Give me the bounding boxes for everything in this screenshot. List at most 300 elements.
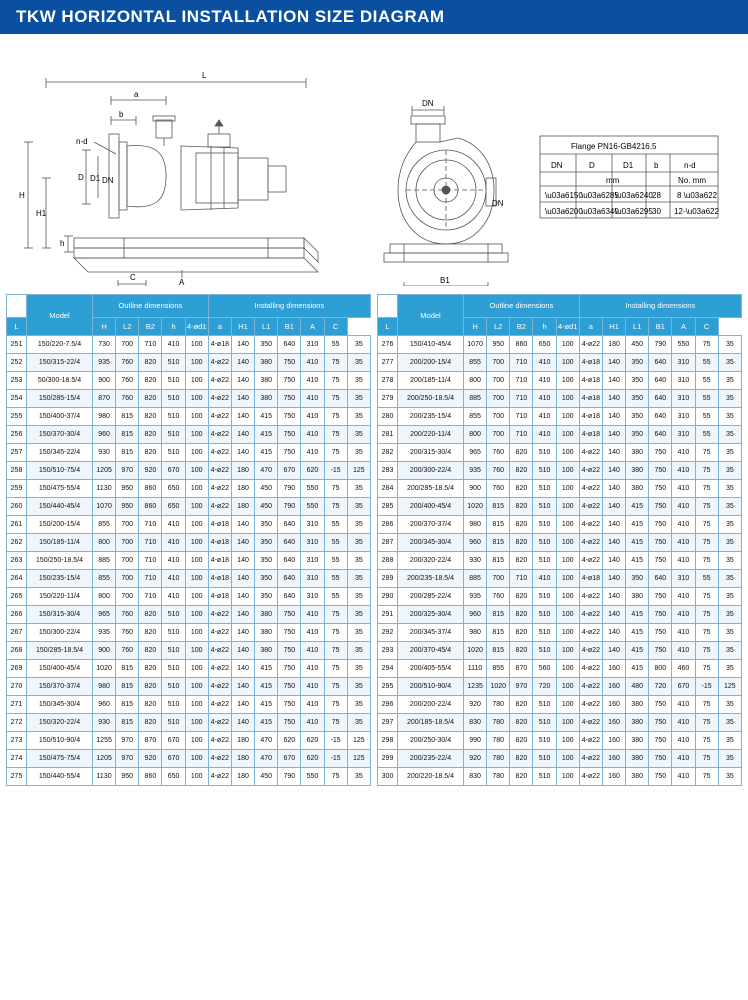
cell-l2: 820: [139, 696, 162, 714]
svg-text:B1: B1: [440, 276, 450, 285]
cell-c: 35: [347, 768, 370, 786]
cell-l: 900: [93, 372, 116, 390]
row-index: 261: [7, 516, 27, 534]
table-row: [378, 498, 742, 516]
cell-h: 100: [185, 534, 208, 552]
cell-4--d1: 4-ø22: [579, 498, 602, 516]
cell-model: 150/400-37/4: [27, 408, 93, 426]
cell-b2: 510: [162, 606, 185, 624]
cell-a: 140: [602, 372, 625, 390]
cell-l1: 750: [649, 642, 672, 660]
table-row: [7, 462, 371, 480]
cell-h: 100: [556, 696, 579, 714]
cell-4--d1: 4-ø22: [579, 444, 602, 462]
cell-l: 930: [464, 552, 487, 570]
cell-b2: 650: [162, 768, 185, 786]
cell-h: 780: [487, 732, 510, 750]
cell-c: 35: [718, 408, 741, 426]
cell-h: 815: [487, 498, 510, 516]
cell-h: 100: [556, 552, 579, 570]
col-outline-group: Outline dimensions: [464, 295, 580, 318]
cell-model: 150/185-11/4: [27, 534, 93, 552]
cell-l1: 640: [278, 534, 301, 552]
cell-b2: 510: [533, 768, 556, 786]
cell-a: -15: [324, 750, 347, 768]
svg-text:A: A: [179, 278, 185, 286]
cell-l1: 750: [278, 606, 301, 624]
cell-l2: 820: [139, 624, 162, 642]
row-index: 252: [7, 354, 27, 372]
row-index: 275: [7, 768, 27, 786]
cell-4--d1: 4-ø18: [208, 570, 231, 588]
cell-b1: 410: [672, 498, 695, 516]
cell-l2: 820: [510, 444, 533, 462]
cell-h: 815: [487, 624, 510, 642]
cell-h: 780: [487, 768, 510, 786]
cell-l: 965: [464, 444, 487, 462]
cell-a: 75: [324, 444, 347, 462]
cell-l: 960: [464, 606, 487, 624]
cell-l1: 620: [278, 732, 301, 750]
cell-h: 950: [116, 498, 139, 516]
cell-h: 100: [185, 606, 208, 624]
cell-l2: 820: [510, 606, 533, 624]
table-row: [378, 660, 742, 678]
table-row: [7, 714, 371, 732]
row-index: 288: [378, 552, 398, 570]
cell-b1: 460: [672, 660, 695, 678]
cell-a: 55: [695, 408, 718, 426]
cell-c: 35: [718, 696, 741, 714]
col-outline-group: Outline dimensions: [93, 295, 209, 318]
cell-h1: 415: [626, 552, 649, 570]
cell-b2: 410: [162, 570, 185, 588]
cell-l1: 750: [278, 408, 301, 426]
cell-h: 815: [487, 516, 510, 534]
cell-l1: 640: [649, 408, 672, 426]
cell-l1: 750: [649, 498, 672, 516]
cell-b1: 310: [301, 588, 324, 606]
table-row: [378, 516, 742, 534]
cell-b2: 510: [162, 678, 185, 696]
col-installing-group: Installing dimensions: [208, 295, 370, 318]
cell-l2: 820: [510, 750, 533, 768]
cell-h: 815: [487, 534, 510, 552]
cell-l: 980: [464, 516, 487, 534]
row-index: 297: [378, 714, 398, 732]
table-row: [7, 534, 371, 552]
cell-b2: 510: [162, 390, 185, 408]
cell-c: 35: [718, 642, 741, 660]
col-h: h: [162, 318, 185, 336]
cell-l1: 670: [278, 462, 301, 480]
cell-l: 960: [93, 696, 116, 714]
cell-b2: 410: [162, 552, 185, 570]
cell-h1: 380: [255, 354, 278, 372]
table-row: [7, 696, 371, 714]
cell-a: 55: [324, 588, 347, 606]
cell-a: 140: [231, 696, 254, 714]
cell-h: 950: [487, 336, 510, 354]
cell-a: 140: [231, 660, 254, 678]
cell-c: 35: [718, 498, 741, 516]
cell-h: 815: [116, 714, 139, 732]
cell-l2: 820: [510, 498, 533, 516]
cell-h: 700: [487, 390, 510, 408]
cell-model: 200/345-37/4: [398, 624, 464, 642]
cell-l: 920: [464, 696, 487, 714]
cell-l2: 710: [139, 552, 162, 570]
cell-b2: 410: [162, 336, 185, 354]
cell-l2: 820: [139, 372, 162, 390]
cell-h: 815: [116, 678, 139, 696]
cell-h1: 380: [626, 714, 649, 732]
cell-b1: 310: [672, 372, 695, 390]
cell-b1: 410: [672, 750, 695, 768]
cell-model: 150/510-75/4: [27, 462, 93, 480]
cell-b1: 410: [672, 588, 695, 606]
cell-4--d1: 4-ø22: [579, 642, 602, 660]
cell-4--d1: 4-ø22: [208, 480, 231, 498]
cell-b2: 560: [533, 660, 556, 678]
row-index: 298: [378, 732, 398, 750]
cell-h: 815: [116, 696, 139, 714]
cell-a: 160: [602, 714, 625, 732]
cell-l1: 750: [649, 444, 672, 462]
cell-l: 980: [93, 678, 116, 696]
svg-text:D: D: [589, 161, 595, 170]
cell-b1: 410: [301, 660, 324, 678]
cell-h1: 380: [626, 480, 649, 498]
cell-b1: 550: [301, 768, 324, 786]
col-a: a: [579, 318, 602, 336]
cell-l1: 750: [649, 552, 672, 570]
cell-l2: 710: [510, 372, 533, 390]
cell-b1: 550: [672, 336, 695, 354]
cell-c: 35: [347, 390, 370, 408]
col-model: Model: [27, 295, 93, 336]
cell-a: 140: [231, 534, 254, 552]
cell-l2: 920: [139, 462, 162, 480]
cell-l2: 820: [139, 714, 162, 732]
table-row: [378, 750, 742, 768]
cell-c: 35: [718, 732, 741, 750]
cell-b2: 510: [162, 624, 185, 642]
table-row: [378, 336, 742, 354]
cell-l2: 820: [510, 552, 533, 570]
cell-h1: 380: [626, 750, 649, 768]
cell-a: 140: [231, 408, 254, 426]
row-index: 286: [378, 516, 398, 534]
spec-table-left: [6, 294, 371, 786]
svg-text:b: b: [654, 161, 659, 170]
cell-b1: 410: [301, 426, 324, 444]
cell-a: 75: [695, 624, 718, 642]
cell-h: 100: [556, 588, 579, 606]
row-index: 265: [7, 588, 27, 606]
cell-b1: 410: [301, 444, 324, 462]
cell-b2: 670: [162, 750, 185, 768]
table-row: [378, 372, 742, 390]
cell-l1: 800: [649, 660, 672, 678]
cell-b1: 410: [672, 480, 695, 498]
cell-model: 150/440-45/4: [27, 498, 93, 516]
col-a: a: [208, 318, 231, 336]
table-row: [378, 480, 742, 498]
cell-a: 160: [602, 750, 625, 768]
cell-l1: 750: [649, 606, 672, 624]
cell-model: 200/250-18.5/4: [398, 390, 464, 408]
cell-b1: 310: [301, 570, 324, 588]
cell-b2: 510: [533, 624, 556, 642]
cell-c: 35: [718, 660, 741, 678]
cell-h1: 350: [626, 408, 649, 426]
cell-b1: 620: [301, 750, 324, 768]
cell-model: 200/320-22/4: [398, 552, 464, 570]
col-b1: B1: [649, 318, 672, 336]
row-index: 253: [7, 372, 27, 390]
cell-l2: 820: [139, 444, 162, 462]
col-l: L: [378, 318, 398, 336]
cell-4--d1: 4-ø22: [579, 552, 602, 570]
cell-l1: 750: [278, 426, 301, 444]
row-index-header: [378, 295, 398, 318]
cell-h: 100: [185, 732, 208, 750]
cell-h1: 415: [255, 408, 278, 426]
cell-h1: 380: [626, 462, 649, 480]
cell-l: 920: [464, 750, 487, 768]
col-b2: B2: [510, 318, 533, 336]
cell-b1: 410: [672, 606, 695, 624]
row-index: 296: [378, 696, 398, 714]
cell-b2: 510: [533, 498, 556, 516]
cell-c: 35: [718, 606, 741, 624]
row-index: 271: [7, 696, 27, 714]
cell-l2: 870: [139, 732, 162, 750]
cell-l1: 750: [649, 624, 672, 642]
table-row: [7, 480, 371, 498]
spec-table-right: [377, 294, 742, 786]
cell-b1: 310: [672, 354, 695, 372]
cell-h1: 415: [255, 444, 278, 462]
cell-a: 140: [231, 606, 254, 624]
svg-text:\u03a6150: \u03a6150: [545, 191, 583, 200]
cell-l: 800: [464, 372, 487, 390]
cell-h1: 415: [255, 426, 278, 444]
table-row: [7, 426, 371, 444]
cell-h1: 415: [255, 678, 278, 696]
cell-l1: 640: [278, 336, 301, 354]
cell-h1: 350: [255, 336, 278, 354]
cell-b2: 510: [162, 372, 185, 390]
cell-h1: 480: [626, 678, 649, 696]
cell-h: 760: [487, 480, 510, 498]
cell-h: 100: [185, 768, 208, 786]
cell-b1: 410: [672, 732, 695, 750]
cell-c: 125: [718, 678, 741, 696]
row-index: 259: [7, 480, 27, 498]
row-index: 299: [378, 750, 398, 768]
cell-l1: 750: [649, 588, 672, 606]
cell-h1: 380: [255, 390, 278, 408]
cell-h1: 470: [255, 732, 278, 750]
row-index: 273: [7, 732, 27, 750]
row-index: 280: [378, 408, 398, 426]
cell-b1: 410: [672, 444, 695, 462]
cell-a: 75: [695, 588, 718, 606]
cell-l: 930: [93, 714, 116, 732]
table-row: [7, 570, 371, 588]
cell-b2: 410: [162, 534, 185, 552]
cell-a: 140: [602, 642, 625, 660]
cell-a: 55: [695, 354, 718, 372]
cell-a: 140: [231, 444, 254, 462]
cell-l: 800: [464, 426, 487, 444]
row-index: 254: [7, 390, 27, 408]
col-b2: B2: [139, 318, 162, 336]
row-index: 291: [378, 606, 398, 624]
table-row: [378, 534, 742, 552]
cell-h: 100: [556, 534, 579, 552]
cell-h1: 415: [255, 660, 278, 678]
cell-b2: 670: [162, 732, 185, 750]
cell-b1: 410: [672, 552, 695, 570]
cell-4--d1: 4-ø22: [579, 336, 602, 354]
cell-l1: 640: [649, 426, 672, 444]
svg-text:DN: DN: [102, 176, 114, 185]
cell-a: 75: [324, 390, 347, 408]
row-index: 251: [7, 336, 27, 354]
cell-4--d1: 4-ø18: [208, 534, 231, 552]
cell-model: 200/285-22/4: [398, 588, 464, 606]
cell-h: 100: [185, 516, 208, 534]
cell-h: 100: [556, 444, 579, 462]
cell-a: 75: [324, 372, 347, 390]
cell-4--d1: 4-ø22: [208, 642, 231, 660]
spec-tables: [0, 288, 748, 786]
cell-model: 200/405-55/4: [398, 660, 464, 678]
cell-l2: 820: [510, 768, 533, 786]
cell-l1: 640: [278, 516, 301, 534]
cell-h1: 415: [255, 714, 278, 732]
cell-b1: 410: [301, 354, 324, 372]
cell-c: 35: [718, 390, 741, 408]
cell-l2: 710: [510, 390, 533, 408]
table-row: [7, 750, 371, 768]
cell-b2: 510: [533, 606, 556, 624]
cell-model: 150/250-18.5/4: [27, 552, 93, 570]
svg-text:H: H: [19, 191, 25, 200]
cell-l: 960: [464, 534, 487, 552]
cell-model: 150/475-75/4: [27, 750, 93, 768]
cell-model: 200/220-11/4: [398, 426, 464, 444]
cell-l1: 750: [649, 462, 672, 480]
spec-table-left-body: [7, 336, 371, 786]
table-row: [7, 516, 371, 534]
cell-b1: 410: [672, 696, 695, 714]
cell-l2: 710: [510, 354, 533, 372]
cell-l2: 820: [139, 660, 162, 678]
cell-model: 200/345-30/4: [398, 534, 464, 552]
cell-a: 55: [695, 426, 718, 444]
col-4--d1: 4-ød1: [185, 318, 208, 336]
cell-a: 160: [602, 732, 625, 750]
cell-l1: 750: [278, 354, 301, 372]
cell-h: 100: [185, 570, 208, 588]
svg-text:12-\u03a622: 12-\u03a622: [674, 207, 719, 216]
col-l2: L2: [487, 318, 510, 336]
table-row: [378, 444, 742, 462]
cell-c: 35: [347, 408, 370, 426]
cell-a: 75: [695, 696, 718, 714]
cell-l2: 710: [139, 588, 162, 606]
cell-b1: 410: [672, 516, 695, 534]
table-row: [378, 570, 742, 588]
cell-l1: 640: [278, 552, 301, 570]
cell-a: 75: [695, 498, 718, 516]
cell-l2: 710: [139, 534, 162, 552]
cell-a: -15: [324, 732, 347, 750]
cell-model: 150/410-45/4: [398, 336, 464, 354]
cell-h: 100: [185, 444, 208, 462]
cell-h1: 415: [626, 516, 649, 534]
cell-h: 700: [487, 426, 510, 444]
cell-a: 140: [602, 390, 625, 408]
cell-c: 35: [718, 336, 741, 354]
cell-b2: 510: [533, 750, 556, 768]
cell-l2: 820: [139, 390, 162, 408]
cell-l: 1130: [93, 768, 116, 786]
cell-a: 140: [602, 462, 625, 480]
cell-model: 150/220-7.5/4: [27, 336, 93, 354]
row-index: 258: [7, 462, 27, 480]
cell-l1: 640: [649, 390, 672, 408]
cell-a: 140: [602, 354, 625, 372]
cell-b2: 410: [533, 354, 556, 372]
table-row: [7, 642, 371, 660]
cell-h1: 380: [626, 768, 649, 786]
cell-c: 35: [347, 426, 370, 444]
svg-text:\u03a6295: \u03a6295: [615, 207, 653, 216]
cell-4--d1: 4-ø18: [579, 372, 602, 390]
table-row: [378, 732, 742, 750]
cell-b2: 510: [162, 696, 185, 714]
cell-h: 700: [487, 354, 510, 372]
cell-l2: 820: [139, 408, 162, 426]
row-index: 293: [378, 642, 398, 660]
cell-a: 180: [231, 480, 254, 498]
cell-c: 35: [718, 444, 741, 462]
col-model: Model: [398, 295, 464, 336]
cell-h: 100: [556, 678, 579, 696]
cell-a: 140: [602, 588, 625, 606]
cell-h: 970: [116, 462, 139, 480]
cell-c: 35: [718, 516, 741, 534]
cell-h1: 350: [626, 426, 649, 444]
cell-h: 100: [556, 732, 579, 750]
flange-table: [540, 136, 719, 218]
cell-h: 700: [116, 336, 139, 354]
row-index: 281: [378, 426, 398, 444]
cell-a: 75: [695, 516, 718, 534]
cell-b1: 410: [301, 696, 324, 714]
svg-text:\u03a6340: \u03a6340: [581, 207, 619, 216]
cell-4--d1: 4-ø18: [579, 426, 602, 444]
cell-a: 140: [602, 408, 625, 426]
cell-model: 150/235-15/4: [27, 570, 93, 588]
cell-a: 75: [695, 534, 718, 552]
cell-h1: 415: [626, 660, 649, 678]
